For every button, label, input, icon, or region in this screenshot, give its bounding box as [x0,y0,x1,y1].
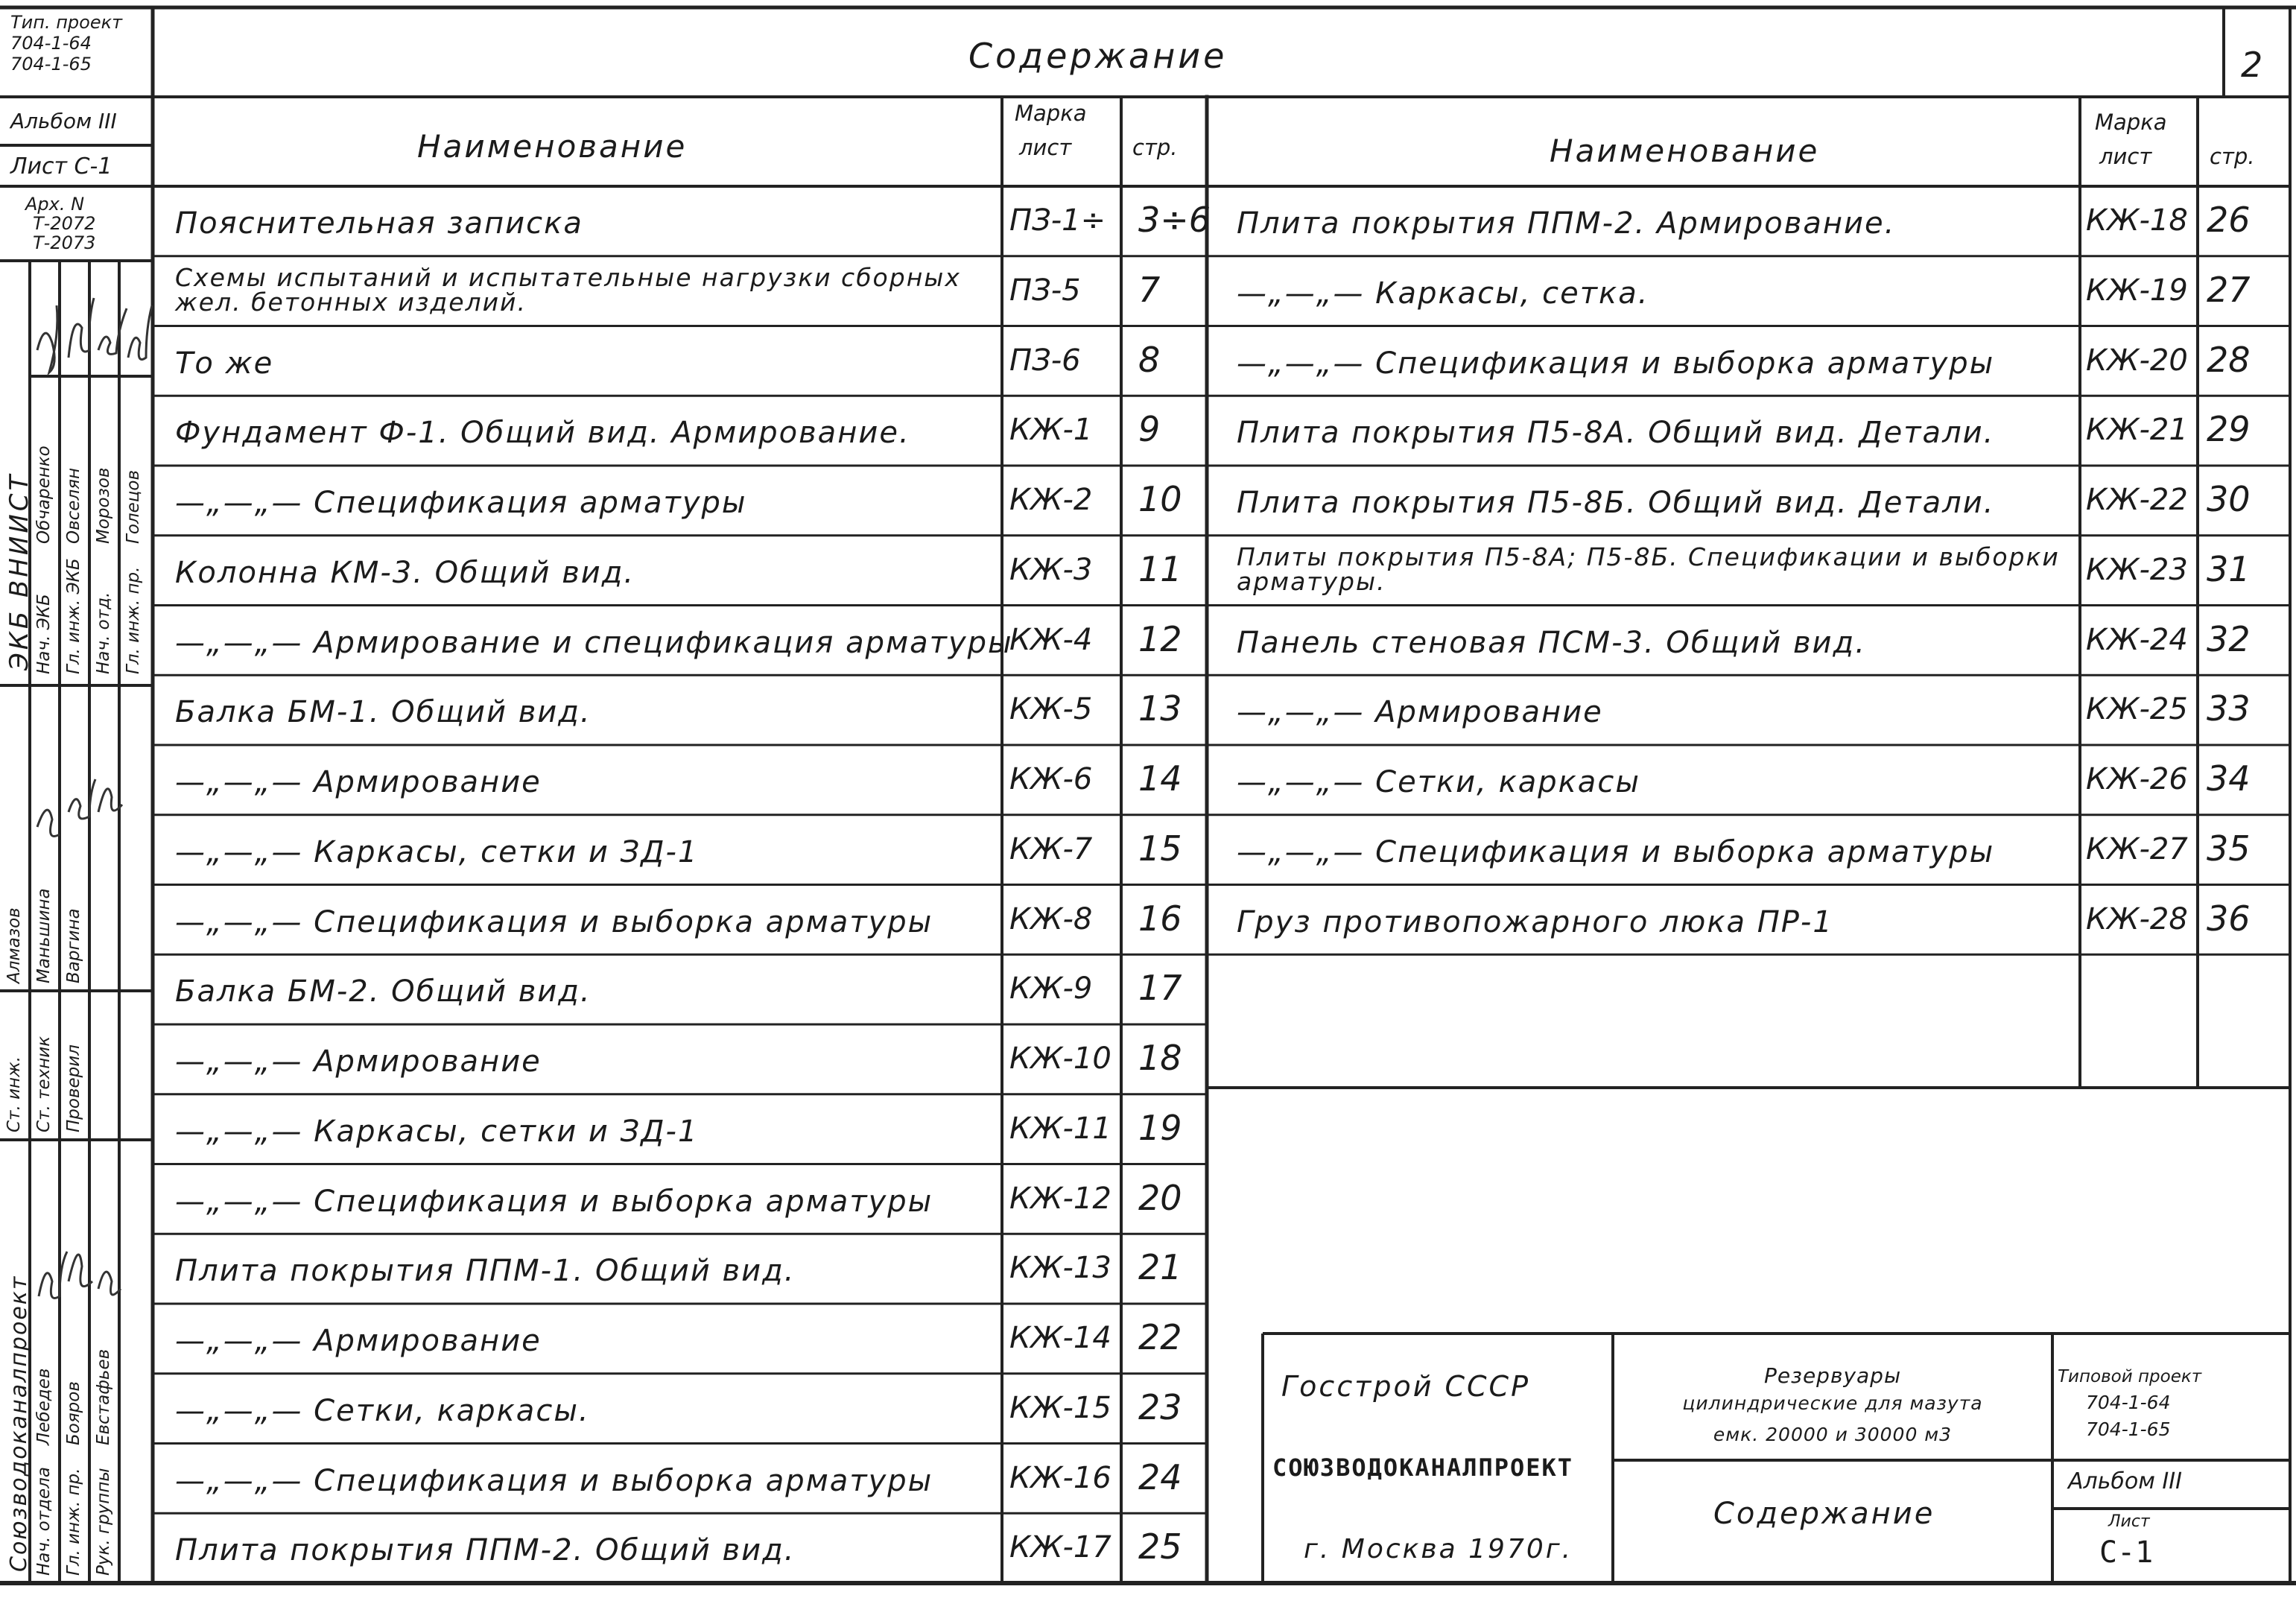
title-block-album: Альбом III [2068,1468,2182,1494]
left-row-name: —„—„— Спецификация и выборка арматуры [175,1184,933,1219]
header-name-left: Наименование [417,128,688,165]
side-title-7: Проверил [64,1044,83,1132]
stamp-sheet: Лист С-1 [10,153,112,180]
left-row-page: 13 [1138,688,1182,729]
side-org-soyuzvodokanal: Союзводоканалпроект [6,1275,32,1572]
right-row-name: Груз противопожарного люка ПР-1 [1237,904,1833,939]
left-row-name: —„—„— Спецификация арматуры [175,486,747,520]
left-row-page: 12 [1138,618,1182,659]
left-row-mark: КЖ-13 [1009,1251,1111,1286]
left-row-name: Балка БМ-1. Общий вид. [175,695,592,730]
left-row-name: Плита покрытия ППМ-1. Общий вид. [175,1254,796,1289]
right-row-mark: КЖ-18 [2086,203,2188,238]
title-block-sheet-title: Содержание [1713,1497,1935,1531]
left-row-mark: КЖ-3 [1009,552,1093,587]
right-row-name: —„—„— Сетки, каркасы [1237,765,1640,799]
header-page-left: стр. [1132,135,1178,160]
right-row-name: —„—„— Спецификация и выборка арматуры [1237,346,1995,381]
side-title-6: Ст. техник [34,1036,54,1132]
left-row-name: —„—„— Спецификация и выборка арматуры [175,904,933,939]
left-row-name: —„—„— Сетки, каркасы. [175,1393,590,1428]
left-row-page: 7 [1138,269,1161,310]
left-row-name: То же [175,346,274,381]
side-person-5: Алмазов [4,907,24,983]
left-row-mark: КЖ-4 [1009,622,1093,657]
left-row-name: Схемы испытаний и испытательные нагрузки сборных жел. бетонных изделий. [175,262,961,317]
side-person-7: Варгина [64,908,83,983]
right-row-mark: КЖ-23 [2086,552,2188,587]
right-row-page: 31 [2207,548,2251,589]
left-row-mark: КЖ-17 [1009,1530,1111,1565]
signature-7 [98,789,122,812]
left-row-name: —„—„— Каркасы, сетки и ЗД-1 [175,1114,699,1149]
side-title-5: Ст. инж. [4,1056,24,1132]
left-row-page: 8 [1138,339,1161,380]
side-person-10: Евстафьев [94,1348,113,1445]
header-page-right: стр. [2210,144,2255,169]
right-row-mark: КЖ-24 [2086,622,2188,657]
left-row-page: 14 [1138,758,1182,799]
left-row-page: 19 [1138,1107,1182,1148]
side-person-2: Овселян [64,467,83,544]
left-row-mark: КЖ-10 [1009,1041,1111,1076]
title-block-type-3: 704-1-65 [2086,1418,2171,1440]
title-block-sheet-label: Лист [2108,1512,2150,1531]
header-mark-left-2: лист [1019,135,1072,160]
signature-8 [39,1252,67,1299]
signature-3 [98,308,127,354]
left-row-page: 3÷6 [1138,200,1211,240]
signature-4 [128,305,152,360]
right-row-name: Плита покрытия П5-8Б. Общий вид. Детали. [1237,486,1995,520]
left-row-page: 16 [1138,898,1182,939]
header-mark-right-2: лист [2099,144,2152,169]
left-row-mark: КЖ-1 [1009,413,1093,448]
right-row-mark: КЖ-28 [2086,901,2188,936]
signature-1 [37,305,57,372]
left-row-page: 9 [1138,409,1161,450]
right-row-page: 34 [2207,758,2251,799]
right-row-name: —„—„— Спецификация и выборка арматуры [1237,834,1995,869]
left-row-name: Пояснительная записка [175,206,583,241]
right-row-name: Плиты покрытия П5-8А; П5-8Б. Спецификации и выборки арматуры. [1237,542,2060,597]
right-row-page: 32 [2207,618,2251,659]
left-row-page: 11 [1138,548,1182,589]
signature-10 [98,1272,121,1295]
left-row-page: 22 [1138,1317,1182,1357]
left-row-mark: КЖ-15 [1009,1390,1111,1425]
right-row-mark: КЖ-20 [2086,343,2188,378]
left-row-mark: КЖ-2 [1009,483,1093,517]
left-row-name: Фундамент Ф-1. Общий вид. Армирование. [175,416,910,451]
header-mark-right-1: Марка [2095,110,2167,135]
stamp-archive-line-3: Т-2073 [33,232,96,253]
signature-6 [69,779,95,819]
title-block-object-2: цилиндрические для мазута [1682,1392,1983,1414]
title-block-object-3: емк. 20000 и 30000 м3 [1713,1424,1953,1445]
stamp-album: Альбом III [10,109,117,133]
left-row-mark: КЖ-11 [1009,1111,1111,1146]
right-row-page: 27 [2207,269,2251,310]
right-row-page: 36 [2207,898,2251,939]
stamp-project-line-3: 704-1-65 [10,54,92,74]
side-title-10: Рук. группы [94,1468,113,1576]
side-title-1: Нач. ЭКБ [34,594,54,674]
right-row-name: Панель стеновая ПСМ-3. Общий вид. [1237,625,1866,660]
left-row-name: Плита покрытия ППМ-2. Общий вид. [175,1533,796,1568]
left-row-mark: КЖ-12 [1009,1181,1111,1216]
left-row-name: —„—„— Армирование [175,1324,542,1358]
side-title-8: Нач. отдела [34,1467,54,1576]
left-row-mark: КЖ-14 [1009,1321,1111,1355]
side-title-2: Гл. инж. ЭКБ [64,558,83,674]
stamp-archive-line-1: Арх. N [25,194,85,215]
header-name-right: Наименование [1550,133,1820,169]
left-row-name: —„—„— Армирование [175,1044,542,1079]
left-row-name: Колонна КМ-3. Общий вид. [175,555,635,590]
right-row-mark: КЖ-22 [2086,483,2188,517]
right-row-page: 35 [2207,828,2251,869]
stamp-project-line-1: Тип. проект [10,12,123,33]
side-person-6: Маньшина [34,888,54,983]
stamp-project-line-2: 704-1-64 [10,33,92,54]
right-row-mark: КЖ-26 [2086,762,2188,796]
right-row-page: 29 [2207,409,2251,450]
right-row-mark: КЖ-25 [2086,692,2188,727]
title-block-object-1: Резервуары [1763,1363,1902,1388]
side-title-9: Гл. инж. пр. [64,1468,83,1576]
side-title-3: Нач. отд. [94,592,113,674]
side-person-3: Морозов [94,467,113,544]
right-row-name: Плита покрытия ППМ-2. Армирование. [1237,206,1896,241]
page-number: 2 [2241,45,2263,85]
side-person-1: Обчаренко [34,446,54,544]
title-block-org: Госстрой СССР [1281,1370,1531,1403]
title-block-type-1: Типовой проект [2058,1367,2202,1386]
signature-9 [69,1255,92,1287]
left-row-mark: ПЗ-6 [1009,343,1081,378]
stamp-archive-line-2: Т-2072 [33,213,96,234]
left-row-page: 15 [1138,828,1182,869]
signature-5 [37,810,60,836]
page-title: Содержание [968,36,1228,76]
left-row-mark: КЖ-7 [1009,831,1093,866]
left-row-name: —„—„— Армирование и спецификация арматуры [175,625,1013,660]
left-row-mark: КЖ-6 [1009,762,1093,796]
left-row-name: —„—„— Спецификация и выборка арматуры [175,1463,933,1498]
title-block-type-2: 704-1-64 [2086,1392,2171,1413]
right-row-name: —„—„— Каркасы, сетка. [1237,276,1649,311]
left-row-mark: КЖ-8 [1009,901,1093,936]
side-title-4: Гл. инж. пр. [124,566,143,674]
left-row-page: 10 [1138,479,1182,519]
left-row-page: 25 [1138,1526,1182,1567]
left-row-page: 23 [1138,1386,1182,1427]
left-row-page: 21 [1138,1247,1182,1288]
left-row-page: 20 [1138,1177,1182,1218]
title-block-sheet-number: С-1 [2099,1535,2154,1570]
left-row-name: —„—„— Каркасы, сетки и ЗД-1 [175,834,699,869]
left-row-name: Балка БМ-2. Общий вид. [175,974,592,1009]
left-row-page: 18 [1138,1038,1182,1078]
right-row-page: 33 [2207,688,2251,729]
right-row-mark: КЖ-19 [2086,273,2188,308]
left-row-mark: КЖ-16 [1009,1460,1111,1495]
left-row-page: 17 [1138,968,1182,1009]
right-row-mark: КЖ-27 [2086,831,2188,866]
right-row-name: —„—„— Армирование [1237,695,1603,730]
left-row-mark: ПЗ-1÷ [1009,203,1106,238]
right-row-page: 30 [2207,479,2251,519]
title-block-city: г. Москва 1970г. [1304,1534,1573,1564]
left-row-mark: ПЗ-5 [1009,273,1081,308]
right-row-mark: КЖ-21 [2086,413,2188,448]
side-org-vniist: ЭКБ ВНИИСТ [4,472,34,670]
right-row-page: 26 [2207,200,2251,240]
header-mark-left-1: Марка [1015,101,1087,126]
side-person-8: Лебедев [34,1368,54,1445]
left-row-mark: КЖ-5 [1009,692,1093,727]
signature-2 [69,298,94,358]
right-row-page: 28 [2207,339,2251,380]
left-row-name: —„—„— Армирование [175,765,542,799]
right-row-name: Плита покрытия П5-8А. Общий вид. Детали. [1237,416,1995,451]
title-block-org-name: СОЮЗВОДОКАНАЛПРОЕКТ [1272,1453,1574,1482]
side-person-4: Голецов [124,469,143,544]
side-person-9: Бояров [64,1381,83,1445]
left-row-page: 24 [1138,1456,1182,1497]
left-row-mark: КЖ-9 [1009,971,1093,1006]
